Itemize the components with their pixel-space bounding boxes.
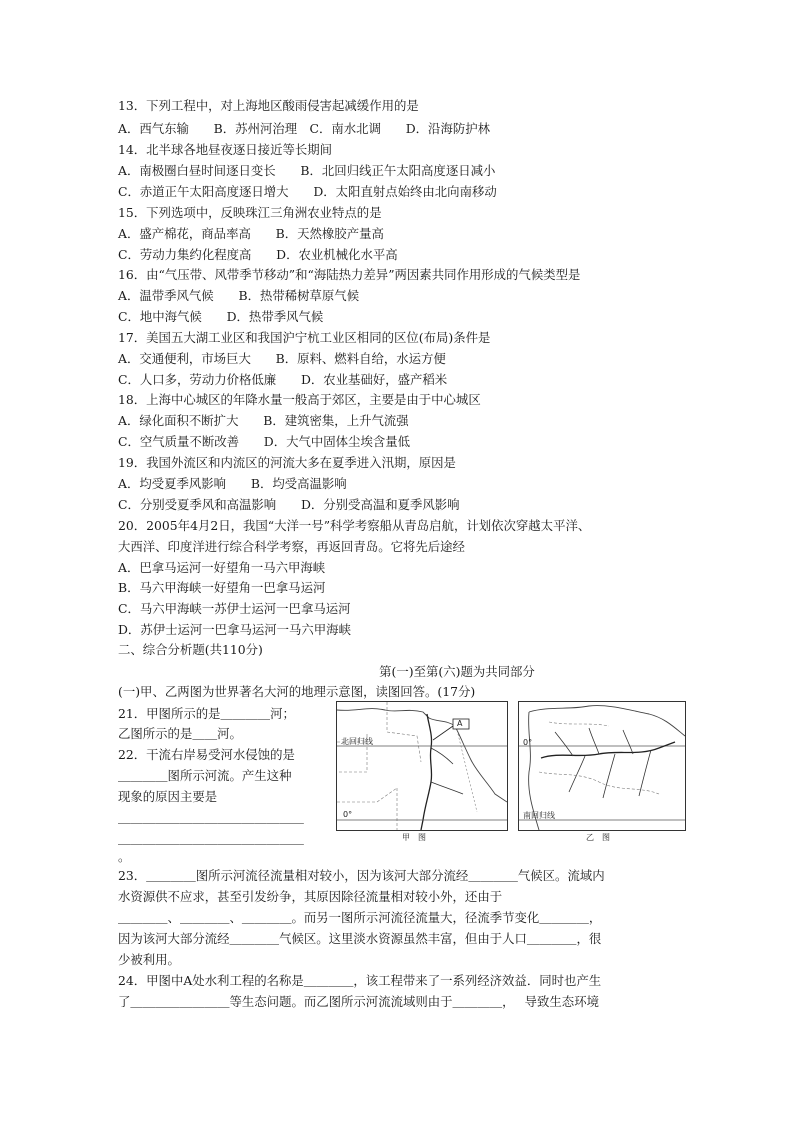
- jia-equator-label: 0°: [343, 810, 353, 819]
- figure-yi-caption: 乙 图: [586, 833, 610, 842]
- section2-subtitle: 第(一)至第(六)题为共同部分: [379, 664, 535, 679]
- nile-map-drawing: [337, 702, 507, 830]
- section2-title: 二、综合分析题(共110分): [118, 642, 263, 657]
- q19-options-2: C．分别受夏季风和高温影响 D．分别受高温和夏季风影响: [118, 497, 460, 512]
- q15-options-2: C．劳动力集约化程度高 D．农业机械化水平高: [118, 247, 398, 262]
- q23-line-2: 水资源供不应求，甚至引发纷争，其原因除径流量相对较小外，还由于: [118, 889, 503, 904]
- q13-stem: 13．下列工程中，对上海地区酸雨侵害起减缓作用的是: [118, 98, 419, 113]
- q18-options-1: A．绿化面积不断扩大 B．建筑密集，上升气流强: [118, 413, 409, 428]
- q22-blank-1: ＿＿＿＿＿＿＿＿＿＿＿＿＿＿＿: [118, 810, 304, 825]
- q20-option-d: D．苏伊士运河一巴拿马运河一马六甲海峡: [118, 622, 351, 637]
- q22-line-3: 现象的原因主要是: [118, 789, 218, 804]
- q13-options: A．西气东输 B．苏州河治理 C．南水北调 D．沿海防护林: [118, 121, 491, 136]
- jia-tropic-label: 北回归线: [341, 737, 373, 746]
- q14-stem: 14．北半球各地昼夜逐日接近等长期间: [118, 142, 333, 157]
- q15-options-1: A．盛产棉花，商品率高 B．天然橡胶产量高: [118, 226, 384, 241]
- q17-options-2: C．人口多，劳动力价格低廉 D．农业基础好，盛产稻米: [118, 372, 448, 387]
- q20-option-a: A．巴拿马运河一好望角一马六甲海峡: [118, 560, 326, 575]
- q20-option-c: C．马六甲海峡一苏伊士运河一巴拿马运河: [118, 601, 351, 616]
- q18-options-2: C．空气质量不断改善 D．大气中固体尘埃含量低: [118, 434, 411, 449]
- q20-stem-2: 大西洋、印度洋进行综合科学考察，再返回青岛。它将先后途经: [118, 539, 465, 554]
- q23-line-4: 因为该河大部分流经＿＿＿＿气候区。这里淡水资源虽然丰富，但由于人口＿＿＿＿，很: [118, 931, 602, 946]
- q18-stem: 18．上海中心城区的年降水量一般高于郊区，主要是由于中心城区: [118, 392, 481, 407]
- figure-yi-map: [518, 701, 686, 831]
- q23-line-3: ＿＿＿＿、＿＿＿＿、＿＿＿＿。而另一图所示河流径流量大，径流季节变化＿＿＿＿，: [118, 910, 602, 925]
- yi-tropic-label: 南回归线: [523, 811, 555, 820]
- q22-line-1: 22．干流右岸易受河水侵蚀的是: [118, 747, 295, 762]
- q24-line-1: 24．甲图中A处水利工程的名称是＿＿＿＿，该工程带来了一系列经济效益．同时也产生: [118, 973, 602, 988]
- q16-stem: 16．由“气压带、风带季节移动”和“海陆热力差异”两因素共同作用形成的气候类型是: [118, 267, 581, 282]
- figure-jia-map: [336, 701, 508, 831]
- figure-jia-caption: 甲 图: [402, 833, 426, 842]
- q22-end: 。: [118, 849, 131, 864]
- section2-intro: (一)甲、乙两图为世界著名大河的地理示意图，读图回答。(17分): [118, 684, 476, 699]
- q21-line-2: 乙图所示的是＿＿河。: [118, 726, 242, 741]
- yi-equator-label: 0°: [523, 738, 533, 747]
- q20-option-b: B．马六甲海峡一好望角一巴拿马运河: [118, 580, 326, 595]
- q22-line-2: ＿＿＿＿图所示河流。产生这种: [118, 768, 292, 783]
- jia-marker-a: A: [457, 719, 463, 728]
- q24-line-2: 了＿＿＿＿＿＿＿＿等生态问题。而乙图所示河流流域则由于＿＿＿＿， 导致生态环境: [118, 994, 599, 1009]
- q22-blank-2: ＿＿＿＿＿＿＿＿＿＿＿＿＿＿＿: [118, 831, 304, 846]
- q17-stem: 17．美国五大湖工业区和我国沪宁杭工业区相同的区位(布局)条件是: [118, 330, 491, 345]
- q14-options-1: A．南极圈白昼时间逐日变长 B．北回归线正午太阳高度逐日减小: [118, 163, 496, 178]
- q20-stem-1: 20．2005年4月2日，我国“大洋一号”科学考察船从青岛启航，计划依次穿越太平洋、: [118, 518, 591, 533]
- q16-options-1: A．温带季风气候 B．热带稀树草原气候: [118, 288, 360, 303]
- q15-stem: 15．下列选项中，反映珠江三角洲农业特点的是: [118, 205, 382, 220]
- q14-options-2: C．赤道正午太阳高度逐日增大 D．太阳直射点始终由北向南移动: [118, 184, 497, 199]
- q23-line-1: 23．＿＿＿＿图所示河流径流量相对较小，因为该河大部分流经＿＿＿＿气候区。流域内: [118, 868, 605, 883]
- q19-options-1: A．均受夏季风影响 B．均受高温影响: [118, 476, 347, 491]
- q19-stem: 19．我国外流区和内流区的河流大多在夏季进入汛期，原因是: [118, 455, 456, 470]
- q21-line-1: 21．甲图所示的是＿＿＿＿河；: [118, 706, 295, 721]
- q23-line-5: 少被利用。: [118, 952, 180, 967]
- q16-options-2: C．地中海气候 D．热带季风气候: [118, 309, 324, 324]
- q17-options-1: A．交通便利，市场巨大 B．原料、燃料自给，水运方便: [118, 351, 446, 366]
